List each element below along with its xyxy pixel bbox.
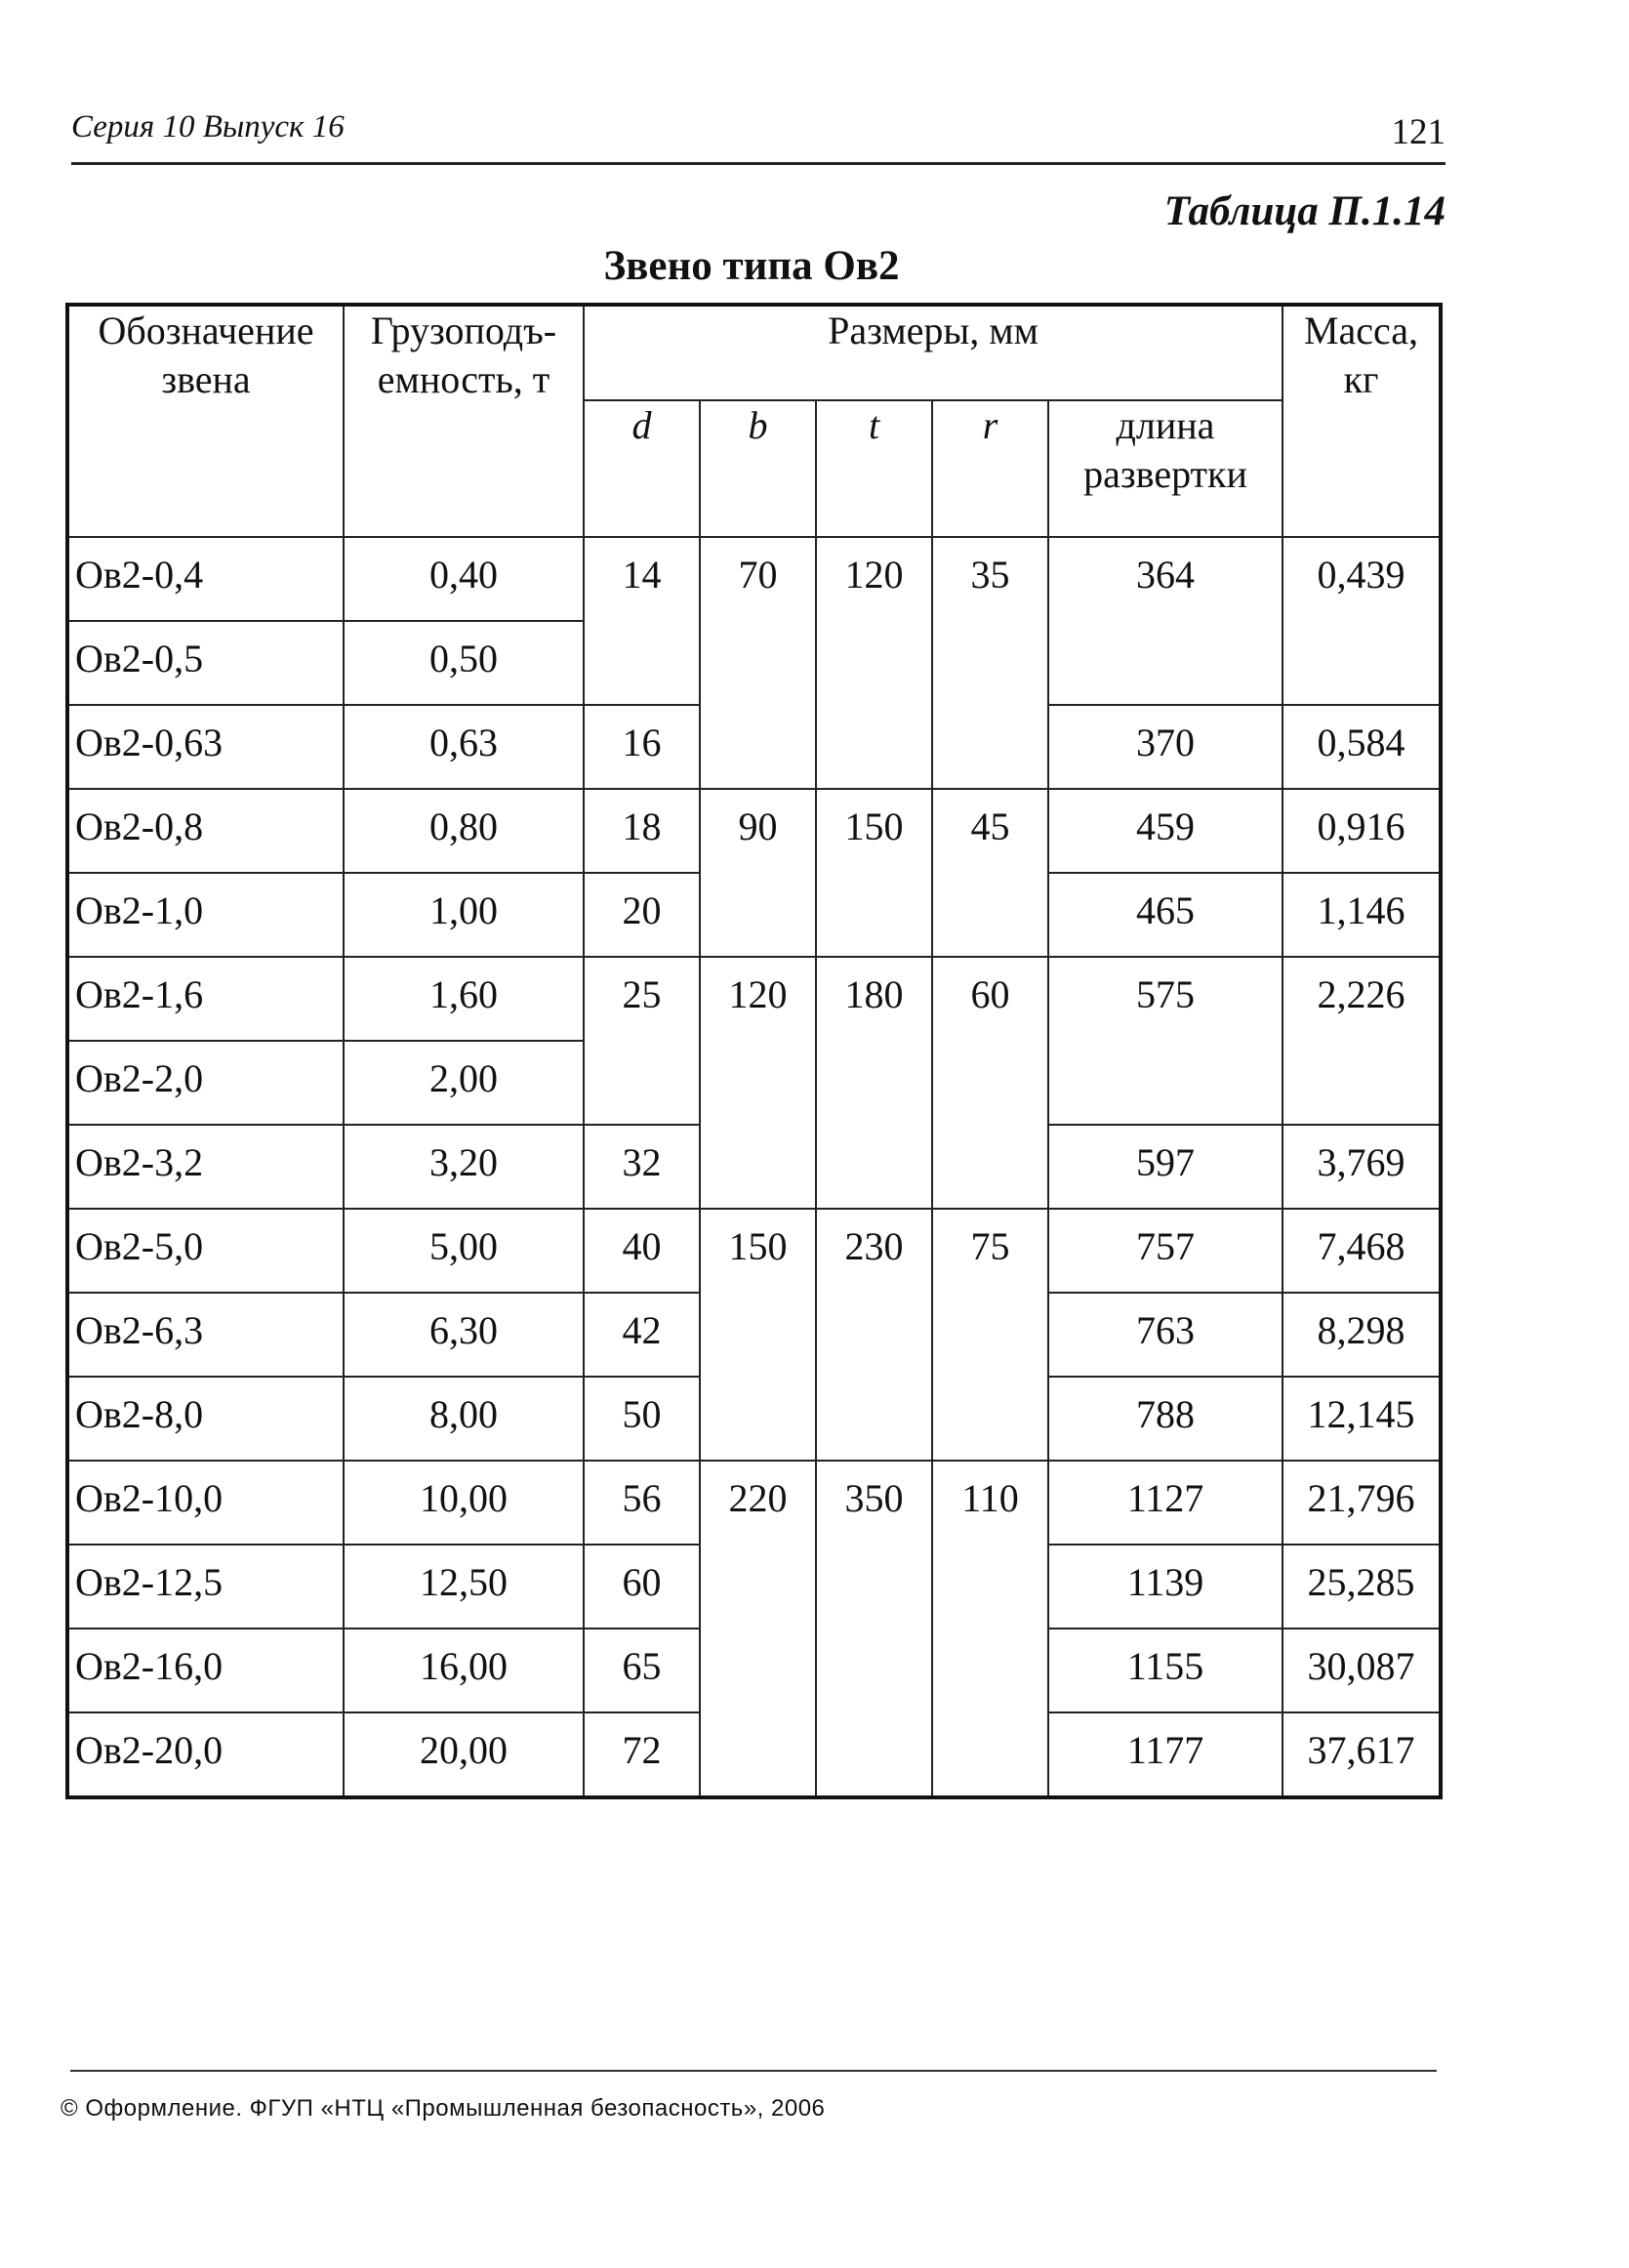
header-mass — [1283, 305, 1441, 537]
cell-r: 60 — [932, 957, 1048, 1209]
cell-d: 60 — [584, 1545, 700, 1629]
header-b: b — [700, 400, 816, 537]
cell-length: 459 — [1048, 789, 1283, 873]
cell-capacity: 2,00 — [344, 1041, 584, 1125]
cell-length: 788 — [1048, 1377, 1283, 1461]
table-row — [67, 1209, 1441, 1293]
cell-designation: Ов2-0,8 — [67, 789, 344, 873]
cell-r: 35 — [932, 537, 1048, 789]
cell-t: 120 — [816, 537, 932, 789]
header-designation — [67, 305, 344, 537]
cell-designation: Ов2-1,6 — [67, 957, 344, 1041]
cell-capacity: 0,63 — [344, 705, 584, 789]
cell-capacity: 1,60 — [344, 957, 584, 1041]
cell-capacity: 0,50 — [344, 621, 584, 705]
cell-mass: 37,617 — [1283, 1712, 1441, 1797]
cell-b: 220 — [700, 1461, 816, 1797]
cell-b: 120 — [700, 957, 816, 1209]
cell-b: 70 — [700, 537, 816, 789]
copyright-notice: © Оформление. ФГУП «НТЦ «Промышленная безопасность», 2006 — [61, 2095, 826, 2122]
specification-table — [65, 303, 1443, 1799]
cell-t: 150 — [816, 789, 932, 957]
cell-length: 1177 — [1048, 1712, 1283, 1797]
cell-capacity: 3,20 — [344, 1125, 584, 1209]
cell-length: 1139 — [1048, 1545, 1283, 1629]
series-label: Серия 10 Выпуск 16 — [71, 109, 345, 144]
cell-d: 40 — [584, 1209, 700, 1293]
cell-capacity: 20,00 — [344, 1712, 584, 1797]
cell-d: 50 — [584, 1377, 700, 1461]
cell-designation: Ов2-0,63 — [67, 705, 344, 789]
cell-designation: Ов2-6,3 — [67, 1293, 344, 1377]
cell-d: 42 — [584, 1293, 700, 1377]
header-d: d — [584, 400, 700, 537]
table-row — [67, 957, 1441, 1041]
cell-capacity: 1,00 — [344, 873, 584, 957]
cell-capacity: 16,00 — [344, 1629, 584, 1712]
cell-length: 1155 — [1048, 1629, 1283, 1712]
cell-t: 350 — [816, 1461, 932, 1797]
cell-d: 25 — [584, 957, 700, 1125]
cell-b: 90 — [700, 789, 816, 957]
table-number: Таблица П.1.14 — [1163, 188, 1446, 234]
cell-capacity: 12,50 — [344, 1545, 584, 1629]
cell-r: 110 — [932, 1461, 1048, 1797]
cell-length: 1127 — [1048, 1461, 1283, 1545]
cell-b: 150 — [700, 1209, 816, 1461]
cell-designation: Ов2-0,4 — [67, 537, 344, 621]
cell-length: 575 — [1048, 957, 1283, 1125]
header-capacity — [344, 305, 584, 537]
cell-designation: Ов2-8,0 — [67, 1377, 344, 1461]
cell-d: 16 — [584, 705, 700, 789]
cell-designation: Ов2-1,0 — [67, 873, 344, 957]
table-row — [67, 537, 1441, 621]
cell-designation: Ов2-5,0 — [67, 1209, 344, 1293]
cell-mass: 7,468 — [1283, 1209, 1441, 1293]
table-row — [67, 789, 1441, 873]
cell-mass: 25,285 — [1283, 1545, 1441, 1629]
cell-r: 75 — [932, 1209, 1048, 1461]
header-designation-line2: звена — [161, 357, 251, 401]
cell-d: 32 — [584, 1125, 700, 1209]
cell-d: 14 — [584, 537, 700, 705]
table-row — [67, 1461, 1441, 1545]
cell-t: 230 — [816, 1209, 932, 1461]
cell-length: 370 — [1048, 705, 1283, 789]
header-length — [1048, 400, 1283, 537]
cell-length: 364 — [1048, 537, 1283, 705]
page-header — [71, 109, 1446, 165]
header-mass-line2: кг — [1343, 357, 1379, 401]
cell-mass: 30,087 — [1283, 1629, 1441, 1712]
cell-capacity: 8,00 — [344, 1377, 584, 1461]
cell-designation: Ов2-3,2 — [67, 1125, 344, 1209]
cell-capacity: 10,00 — [344, 1461, 584, 1545]
header-designation-line1: Обозначение — [98, 309, 314, 352]
header-capacity-line1: Грузоподъ- — [370, 309, 557, 352]
cell-mass: 1,146 — [1283, 873, 1441, 957]
cell-mass: 8,298 — [1283, 1293, 1441, 1377]
cell-length: 757 — [1048, 1209, 1283, 1293]
header-t: t — [816, 400, 932, 537]
cell-r: 45 — [932, 789, 1048, 957]
cell-designation: Ов2-16,0 — [67, 1629, 344, 1712]
cell-mass: 12,145 — [1283, 1377, 1441, 1461]
cell-capacity: 0,80 — [344, 789, 584, 873]
cell-designation: Ов2-2,0 — [67, 1041, 344, 1125]
cell-d: 72 — [584, 1712, 700, 1797]
cell-designation: Ов2-0,5 — [67, 621, 344, 705]
header-r: r — [932, 400, 1048, 537]
cell-d: 18 — [584, 789, 700, 873]
cell-mass: 2,226 — [1283, 957, 1441, 1125]
header-capacity-line2: емность, т — [377, 357, 550, 401]
footer-rule — [70, 2070, 1437, 2072]
cell-capacity: 6,30 — [344, 1293, 584, 1377]
cell-mass: 0,916 — [1283, 789, 1441, 873]
cell-mass: 21,796 — [1283, 1461, 1441, 1545]
cell-length: 597 — [1048, 1125, 1283, 1209]
page-number: 121 — [1391, 112, 1446, 152]
cell-mass: 0,439 — [1283, 537, 1441, 705]
cell-d: 56 — [584, 1461, 700, 1545]
cell-designation: Ов2-20,0 — [67, 1712, 344, 1797]
cell-d: 65 — [584, 1629, 700, 1712]
header-length-line2: развертки — [1083, 452, 1247, 496]
table-title: Звено типа Ов2 — [603, 243, 900, 289]
cell-t: 180 — [816, 957, 932, 1209]
header-dimensions: Размеры, мм — [584, 305, 1283, 400]
cell-mass: 0,584 — [1283, 705, 1441, 789]
cell-length: 465 — [1048, 873, 1283, 957]
cell-designation: Ов2-12,5 — [67, 1545, 344, 1629]
cell-designation: Ов2-10,0 — [67, 1461, 344, 1545]
header-length-line1: длина — [1116, 403, 1215, 447]
header-mass-line1: Масса, — [1303, 309, 1419, 352]
cell-capacity: 0,40 — [344, 537, 584, 621]
cell-mass: 3,769 — [1283, 1125, 1441, 1209]
cell-capacity: 5,00 — [344, 1209, 584, 1293]
cell-length: 763 — [1048, 1293, 1283, 1377]
cell-d: 20 — [584, 873, 700, 957]
